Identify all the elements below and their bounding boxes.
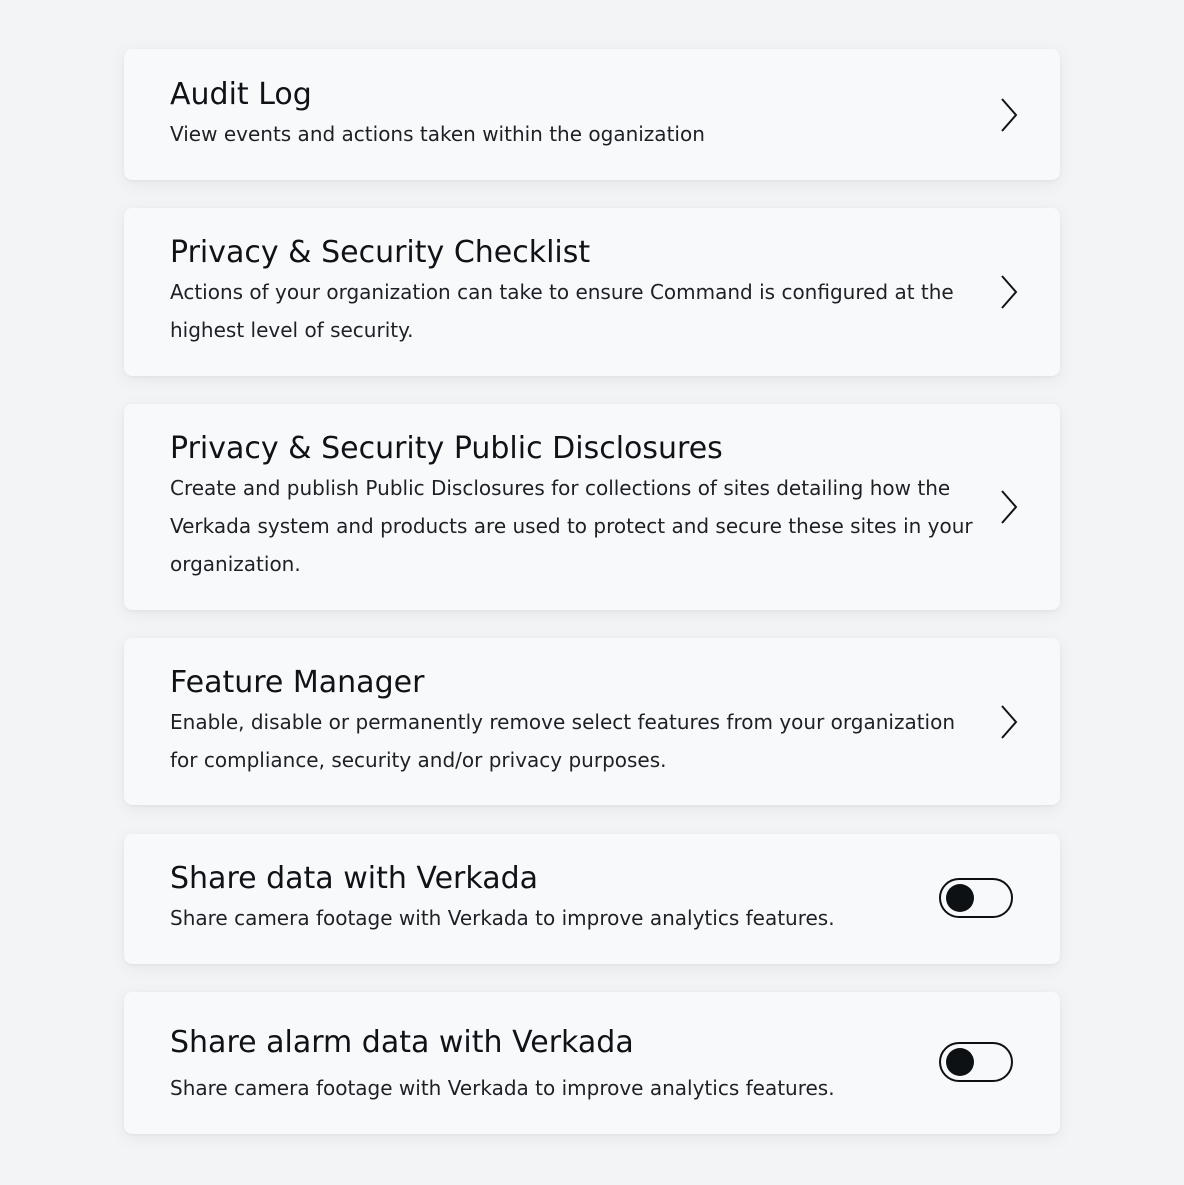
chevron-right-icon[interactable] bbox=[996, 702, 1020, 742]
settings-card-audit-log[interactable] bbox=[124, 49, 1060, 180]
toggle-knob bbox=[946, 884, 974, 912]
chevron-right-icon[interactable] bbox=[996, 95, 1020, 135]
card-title: Share alarm data with Verkada bbox=[170, 1025, 634, 1060]
card-title: Share data with Verkada bbox=[170, 861, 539, 896]
card-title: Audit Log bbox=[170, 77, 312, 112]
card-title: Privacy & Security Checklist bbox=[170, 235, 591, 270]
card-description: Share camera footage with Verkada to improve analytics features. bbox=[170, 906, 835, 930]
share-data-toggle[interactable] bbox=[939, 878, 1013, 918]
chevron-right-icon[interactable] bbox=[996, 272, 1020, 312]
settings-card-public-disclosures[interactable] bbox=[124, 404, 1060, 610]
card-description: Share camera footage with Verkada to improve analytics features. bbox=[170, 1076, 835, 1100]
card-title: Privacy & Security Public Disclosures bbox=[170, 431, 723, 466]
toggle-knob bbox=[946, 1048, 974, 1076]
chevron-right-icon[interactable] bbox=[996, 487, 1020, 527]
card-description: Actions of your organization can take to ensure Command is configured at the highest level of security. bbox=[170, 280, 954, 342]
card-title: Feature Manager bbox=[170, 665, 425, 700]
settings-card-feature-manager[interactable] bbox=[124, 638, 1060, 805]
card-description: Enable, disable or permanently remove select features from your organization for compliance, security and/or privacy purposes. bbox=[170, 710, 956, 772]
settings-card-share-alarm-data bbox=[124, 992, 1060, 1134]
share-alarm-data-toggle[interactable] bbox=[939, 1042, 1013, 1082]
settings-card-share-data bbox=[124, 834, 1060, 964]
card-description: View events and actions taken within the oganization bbox=[170, 122, 705, 146]
settings-card-privacy-checklist[interactable] bbox=[124, 208, 1060, 376]
card-description: Create and publish Public Disclosures for collections of sites detailing how the Verkada system and products are used to protect and secure these sites in your organization. bbox=[170, 476, 973, 576]
